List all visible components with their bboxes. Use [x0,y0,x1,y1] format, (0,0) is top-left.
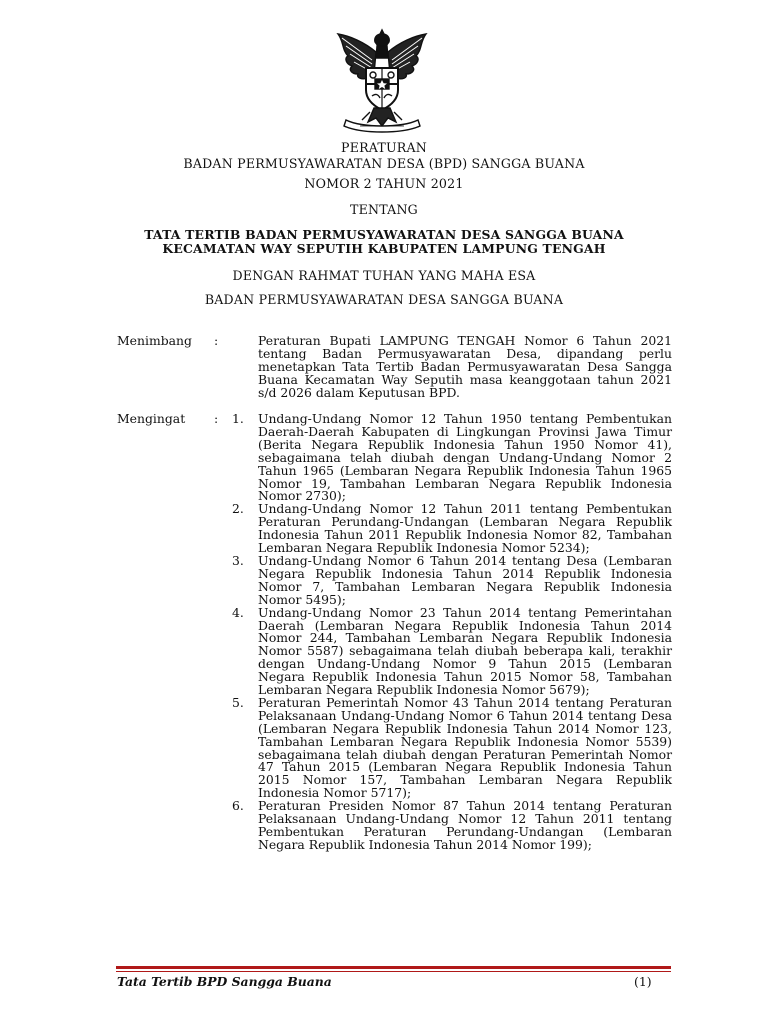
menimbang-section [117,335,672,401]
list-item [117,694,672,801]
regulation-number-block [60,176,708,192]
list-item [117,503,672,555]
heading-rahmat: DENGAN RAHMAT TUHAN YANG MAHA ESA [232,268,536,283]
title-line-2: KECAMATAN WAY SEPUTIH KABUPATEN LAMPUNG TENGAH [162,241,606,256]
heading-bpd-name: BADAN PERMUSYAWARATAN DESA (BPD) SANGGA BUANA [183,156,585,171]
issuer-block [60,292,708,308]
menimbang-label: Menimbang [117,333,192,348]
heading-issuer: BADAN PERMUSYAWARATAN DESA SANGGA BUANA [204,292,564,307]
list-item-number: 6. [232,798,244,814]
tentang-block [60,202,708,218]
list-item [117,552,672,607]
page-number: (1) [634,974,652,989]
menimbang-colon: : [214,333,219,348]
regulation-title [60,228,708,256]
footer-rule-thin [116,971,671,972]
list-item-number: 1. [232,411,244,426]
footer-title: Tata Tertib BPD Sangga Buana [117,974,332,989]
list-item-text: Peraturan Pemerintah Nomor 43 Tahun 2014 tentang Peraturan Pelaksanaan Undang-Undang Nomor 6 Tahun 2014 tentang Desa (Lembaran Negara Republik Indonesia Tahun 2014 Nomor 123, Tambahan Lembaran Negara Republik Indonesia Nomor 5539) sebagaimana telah diubah dengan Peraturan Pemerintah Nomor 47 Tahun 2015 (Lembaran Negara Republik Indonesia Tahun 2015 Nomor 157, Tambahan Lembaran Negara Republik Indonesia Nomor 5717); [258,694,672,801]
mengingat-list [117,413,672,852]
garuda-emblem-icon [332,28,432,134]
list-item-number: 2. [232,501,244,517]
list-item [117,604,672,698]
regulation-number: NOMOR 2 TAHUN 2021 [304,176,464,191]
mengingat-label: Mengingat [117,411,186,426]
mengingat-colon: : [214,411,219,426]
list-item-text: Undang-Undang Nomor 12 Tahun 1950 tentang Pembentukan Daerah-Daerah Kabupaten di Lingkungan Provinsi Jawa Timur (Berita Negara Republik Indonesia Tahun 1950 Nomor 41), sebagaimana telah diubah dengan Undang-Undang Nomor 2 Tahun 1965 (Lembaran Negara Republik Indonesia Tahun 1965 Nomor 19, Tambahan Lembaran Negara Republik Indonesia Nomor 2730); [258,411,672,504]
list-item-number: 3. [232,552,244,568]
heading-peraturan: PERATURAN [341,140,427,155]
regulation-heading [60,140,708,172]
rahmat-block [60,268,708,284]
list-item-number: 4. [232,604,244,620]
list-item [117,413,672,503]
list-item-text: Undang-Undang Nomor 6 Tahun 2014 tentang Desa (Lembaran Negara Republik Indonesia Tahun 2014 Republik Indonesia Nomor 7, Tambahan Lembaran Negara Republik Indonesia Nomor 5495); [258,552,672,607]
menimbang-text: Peraturan Bupati LAMPUNG TENGAH Nomor 6 Tahun 2021 tentang Badan Permusyawaratan Desa, dipandang perlu menetapkan Tata Tertib Badan Permusyawaratan Desa Sangga Buana Kecamatan Way Seputih masa keanggotaan tahun 2021 s/d 2026 dalam Keputusan BPD. [258,333,672,400]
list-item [117,800,672,852]
list-item-number: 5. [232,694,244,710]
list-item-text: Peraturan Presiden Nomor 87 Tahun 2014 tentang Peraturan Pelaksanaan Undang-Undang Nomor 12 Tahun 2011 tentang Pembentukan Peraturan Perundang-Undangan (Lembaran Negara Republik Indonesia Tahun 2014 Nomor 199); [258,798,672,852]
heading-tentang: TENTANG [350,202,418,217]
footer-rule-thick [116,966,671,969]
list-item-text: Undang-Undang Nomor 12 Tahun 2011 tentang Pembentukan Peraturan Perundang-Undangan (Lembaran Negara Republik Indonesia Tahun 2011 Republik Indonesia Nomor 82, Tambahan Lembaran Negara Republik Indonesia Nomor 5234); [258,501,672,556]
list-item-text: Undang-Undang Nomor 23 Tahun 2014 tentang Pemerintahan Daerah (Lembaran Negara Republik Indonesia Tahun 2014 Nomor 244, Tambahan Lembaran Negara Republik Indonesia Nomor 5587) sebagaimana telah diubah beberapa kali, terakhir dengan Undang-Undang Nomor 9 Tahun 2015 (Lembaran Negara Republik Indonesia Tahun 2015 Nomor 58, Tambahan Lembaran Negara Republik Indonesia Nomor 5679); [258,604,672,698]
title-line-1: TATA TERTIB BADAN PERMUSYAWARATAN DESA SANGGA BUANA [144,227,624,242]
